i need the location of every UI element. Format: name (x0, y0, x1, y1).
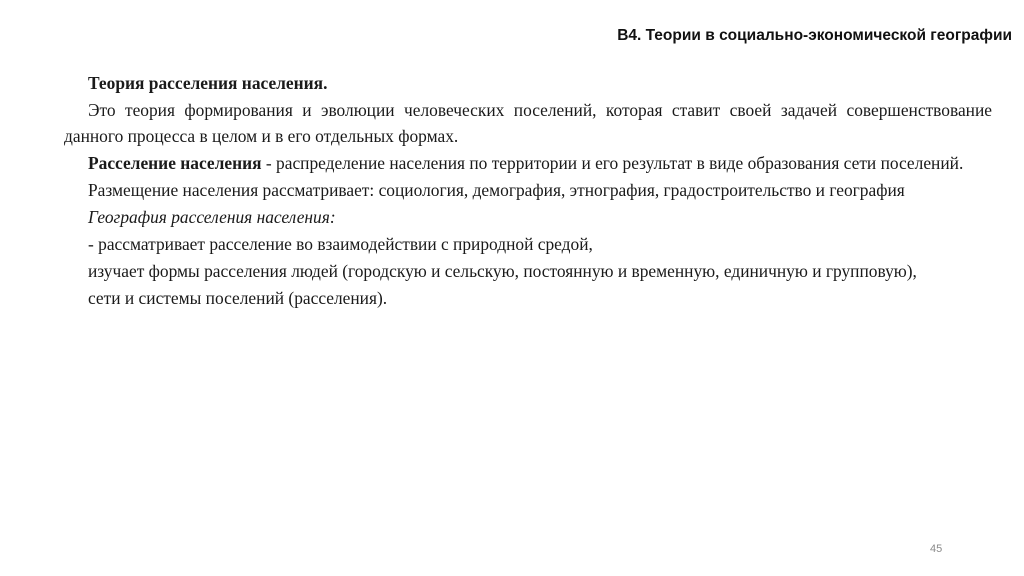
placement-paragraph: Размещение населения рассматривает: социология, демография, этнография, градостроительство и география (88, 180, 905, 200)
term-definition: - распределение населения по территории и его результат в виде образования сети поселений. (261, 153, 964, 173)
section-heading-text: Теория расселения населения. (88, 73, 328, 93)
term-paragraph (64, 150, 992, 176)
term-bold: Расселение населения (88, 153, 262, 173)
geography-heading-text: География расселения населения: (88, 207, 336, 227)
geography-heading-paragraph (64, 204, 992, 230)
definition-paragraph: Это теория формирования и эволюции человеческих поселений, которая ставит своей задачей совершенствование данного процесса в целом и в его отдельных формах. (64, 100, 992, 146)
list-item-1: - рассматривает расселение во взаимодействии с природной средой, (88, 234, 593, 254)
list-item-2: изучает формы расселения людей (городскую и сельскую, постоянную и временную, единичную и групповую), (88, 261, 917, 281)
slide-title: В4. Теории в социально-экономической географии (617, 27, 1012, 44)
slide-content (64, 70, 992, 312)
list-item-3: сети и системы поселений (расселения). (88, 288, 388, 308)
page-number: 45 (930, 543, 943, 555)
section-heading (64, 70, 992, 96)
